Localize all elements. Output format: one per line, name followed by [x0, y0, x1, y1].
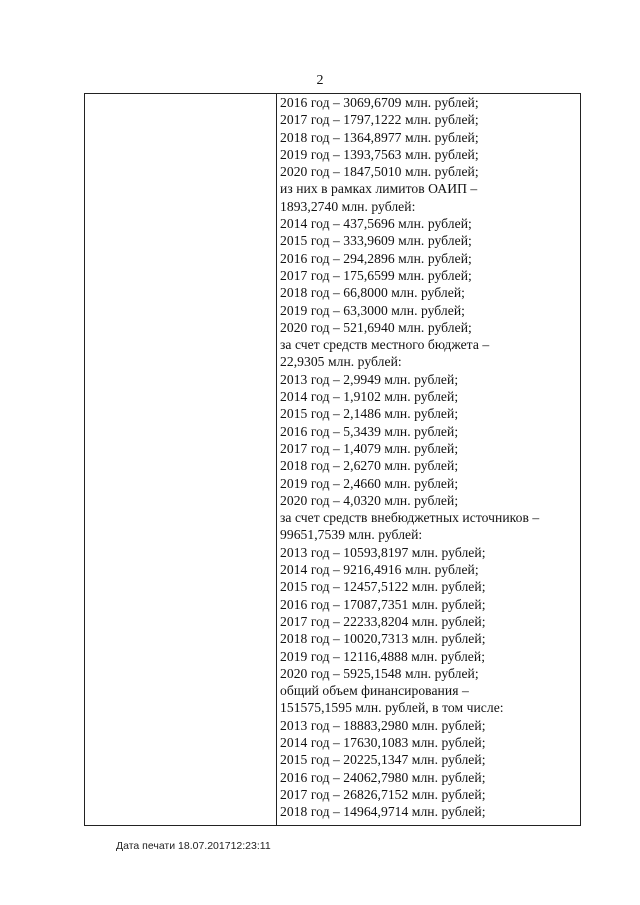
financing-line: 99651,7539 млн. рублей: [280, 527, 423, 543]
financing-line: 2017 год – 26826,7152 млн. рублей; [280, 786, 486, 802]
financing-line: 2019 год – 2,4660 млн. рублей; [280, 475, 459, 491]
financing-line: 22,9305 млн. рублей: [280, 354, 402, 370]
financing-line: 2019 год – 63,3000 млн. рублей; [280, 302, 466, 318]
financing-line: 2017 год – 175,6599 млн. рублей; [280, 267, 472, 283]
financing-line: общий объем финансирования – [280, 683, 469, 699]
financing-line: 2016 год – 294,2896 млн. рублей; [280, 250, 472, 266]
financing-line: 1893,2740 млн. рублей: [280, 198, 416, 214]
financing-line: 2017 год – 22233,8204 млн. рублей; [280, 613, 486, 629]
financing-line: 2016 год – 17087,7351 млн. рублей; [280, 596, 486, 612]
financing-line: 2018 год – 14964,9714 млн. рублей; [280, 804, 486, 820]
financing-line: 2015 год – 2,1486 млн. рублей; [280, 406, 459, 422]
financing-line: 2013 год – 18883,2980 млн. рублей; [280, 717, 486, 733]
financing-line: 151575,1595 млн. рублей, в том числе: [280, 700, 504, 716]
financing-line: 2019 год – 12116,4888 млн. рублей; [280, 648, 486, 664]
financing-line: 2016 год – 3069,6709 млн. рублей; [280, 95, 479, 110]
financing-line: за счет средств внебюджетных источников – [280, 510, 540, 526]
financing-table [84, 93, 581, 826]
financing-line: 2020 год – 4,0320 млн. рублей; [280, 492, 459, 508]
financing-line: 2018 год – 1364,8977 млн. рублей; [280, 129, 479, 145]
financing-line: 2014 год – 437,5696 млн. рублей; [280, 216, 472, 232]
financing-line: 2014 год – 9216,4916 млн. рублей; [280, 562, 479, 578]
financing-line: 2018 год – 10020,7313 млн. рублей; [280, 631, 486, 647]
financing-line: 2013 год – 2,9949 млн. рублей; [280, 371, 459, 387]
financing-line: 2015 год – 12457,5122 млн. рублей; [280, 579, 486, 595]
financing-line: 2020 год – 5925,1548 млн. рублей; [280, 665, 479, 681]
financing-line: 2019 год – 1393,7563 млн. рублей; [280, 146, 479, 162]
financing-line: 2017 год – 1,4079 млн. рублей; [280, 440, 459, 456]
print-date: Дата печати 18.07.201712:23:11 [116, 840, 271, 852]
financing-line: 2018 год – 66,8000 млн. рублей; [280, 285, 466, 301]
financing-line: 2014 год – 17630,1083 млн. рублей; [280, 734, 486, 750]
financing-line: 2020 год – 1847,5010 млн. рублей; [280, 164, 479, 180]
financing-line: 2015 год – 333,9609 млн. рублей; [280, 233, 472, 249]
financing-line: 2016 год – 5,3439 млн. рублей; [280, 423, 459, 439]
financing-line: 2020 год – 521,6940 млн. рублей; [280, 319, 472, 335]
financing-line: 2015 год – 20225,1347 млн. рублей; [280, 752, 486, 768]
financing-line: 2017 год – 1797,1222 млн. рублей; [280, 112, 479, 128]
financing-line: 2018 год – 2,6270 млн. рублей; [280, 458, 459, 474]
financing-line: за счет средств местного бюджета – [280, 337, 490, 353]
financing-line: 2013 год – 10593,8197 млн. рублей; [280, 544, 486, 560]
financing-line: 2016 год – 24062,7980 млн. рублей; [280, 769, 486, 785]
financing-lines [280, 94, 580, 820]
page-number: 2 [316, 73, 324, 88]
column-divider [276, 94, 277, 825]
financing-line: 2014 год – 1,9102 млн. рублей; [280, 389, 459, 405]
financing-line: из них в рамках лимитов ОАИП – [280, 181, 478, 197]
